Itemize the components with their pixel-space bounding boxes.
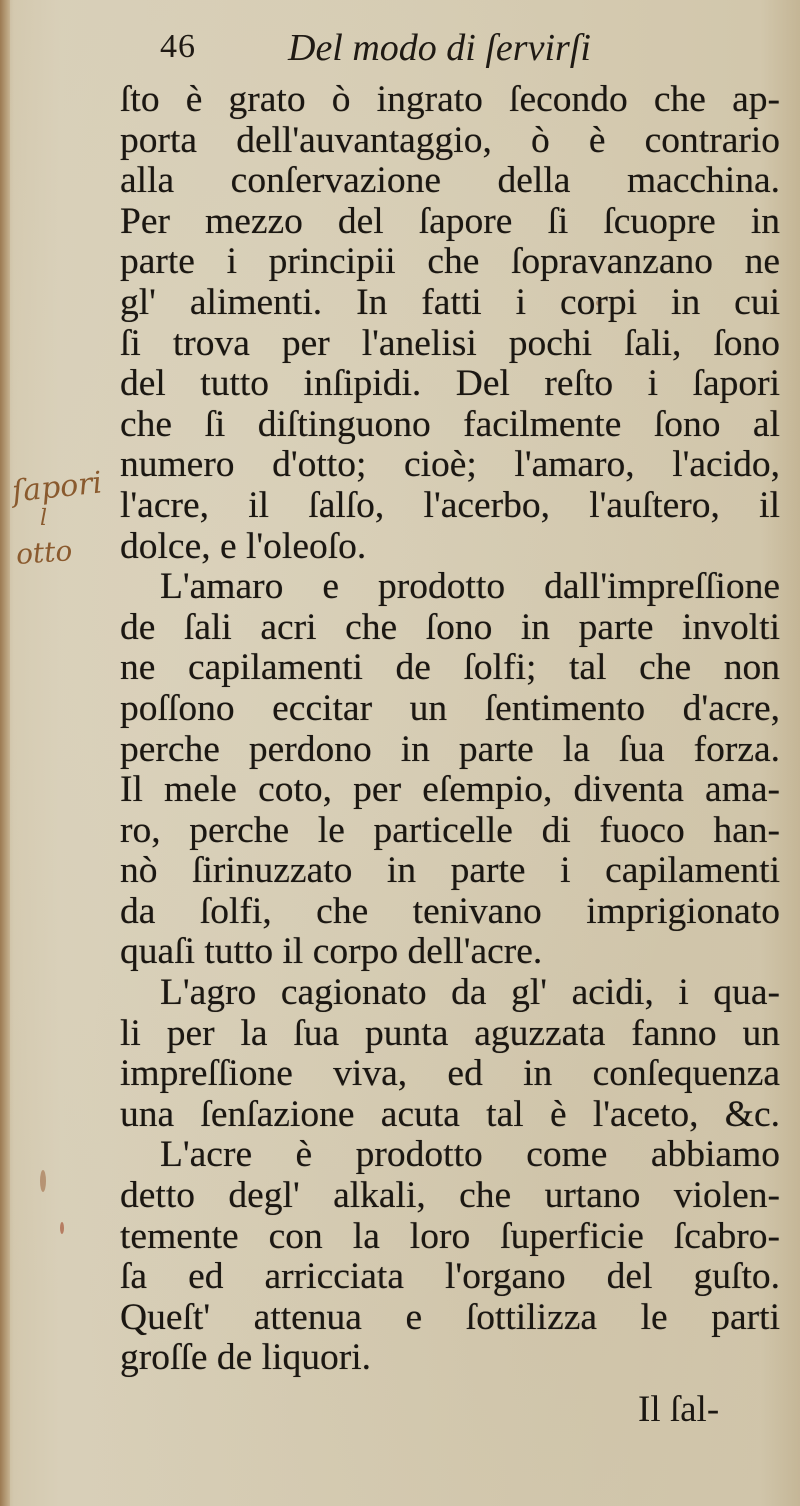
- text-line: L'amaro e prodotto dall'impreſſione: [160, 566, 780, 608]
- text-line: poſſono eccitar un ſentimento d'acre,: [120, 687, 780, 729]
- text-line: gl' alimenti. In fatti i corpi in cui: [120, 281, 780, 323]
- text-line: del tutto inſipidi. Del reſto i ſapori: [120, 363, 780, 405]
- text-line: nò ſirinuzzato in parte i capilamenti: [120, 850, 780, 892]
- text-line: Il mele coto, per eſempio, diventa ama-: [120, 769, 780, 811]
- text-line: L'acre è prodotto come abbiamo: [160, 1134, 780, 1176]
- text-line: quaſi tutto il corpo dell'acre.: [120, 931, 543, 973]
- text-line: Per mezzo del ſapore ſi ſcuopre in: [120, 200, 780, 242]
- text-line: alla conſervazione della macchina.: [120, 160, 780, 202]
- text-line: ſto è grato ò ingrato ſecondo che ap-: [120, 79, 780, 120]
- text-line: ſa ed arricciata l'organo del guſto.: [120, 1256, 780, 1298]
- text-line: ne capilamenti de ſolfi; tal che non: [120, 647, 780, 689]
- paper-stain: [60, 1222, 64, 1234]
- handwritten-margin-note: [6, 465, 116, 590]
- text-line: l'acre, il ſalſo, l'acerbo, l'auſtero, il: [120, 484, 780, 526]
- catchword: Il ſal-: [638, 1389, 720, 1430]
- text-line: ro, perche le particelle di fuoco han-: [120, 809, 780, 851]
- text-line: parte i principii che ſopravanzano ne: [120, 241, 780, 283]
- paper-stain: [40, 1170, 46, 1192]
- text-line: Queſt' attenua e ſottilizza le parti: [120, 1296, 780, 1338]
- margin-note-word: otto: [14, 534, 74, 571]
- page-gutter-edge: [0, 0, 10, 1506]
- text-line: li per la ſua punta aguzzata fanno un: [120, 1012, 780, 1054]
- running-head: [160, 28, 760, 72]
- text-line: porta dell'auvantaggio, ò è contrario: [120, 119, 780, 161]
- text-line: detto degl' alkali, che urtano violen-: [120, 1175, 780, 1217]
- text-line: de ſali acri che ſono in parte involti: [120, 606, 780, 648]
- text-line: temente con la loro ſuperficie ſcabro-: [120, 1215, 780, 1257]
- text-line: impreſſione viva, ed in conſequenza: [120, 1053, 780, 1095]
- text-line: una ſenſazione acuta tal è l'aceto, &c.: [120, 1093, 780, 1135]
- text-line: che ſi diſtinguono facilmente ſono al: [120, 403, 780, 445]
- text-line: ſi trova per l'anelisi pochi ſali, ſono: [120, 322, 780, 364]
- margin-note-word: l: [40, 506, 48, 531]
- text-line: L'agro cagionato da gl' acidi, i qua-: [160, 972, 780, 1014]
- body-text: [120, 80, 780, 1379]
- text-line: dolce, e l'oleoſo.: [120, 525, 367, 567]
- page-number: 46: [160, 28, 196, 65]
- text-line: numero d'otto; cioè; l'amaro, l'acido,: [120, 444, 780, 486]
- text-line: groſſe de liquori.: [120, 1337, 371, 1379]
- text-line: da ſolfi, che tenivano imprigionato: [120, 890, 780, 932]
- text-line: perche perdono in parte la ſua forza.: [120, 728, 780, 770]
- margin-note-word: ſapori: [10, 465, 104, 510]
- running-title: Del modo di ſervirſi: [288, 27, 591, 69]
